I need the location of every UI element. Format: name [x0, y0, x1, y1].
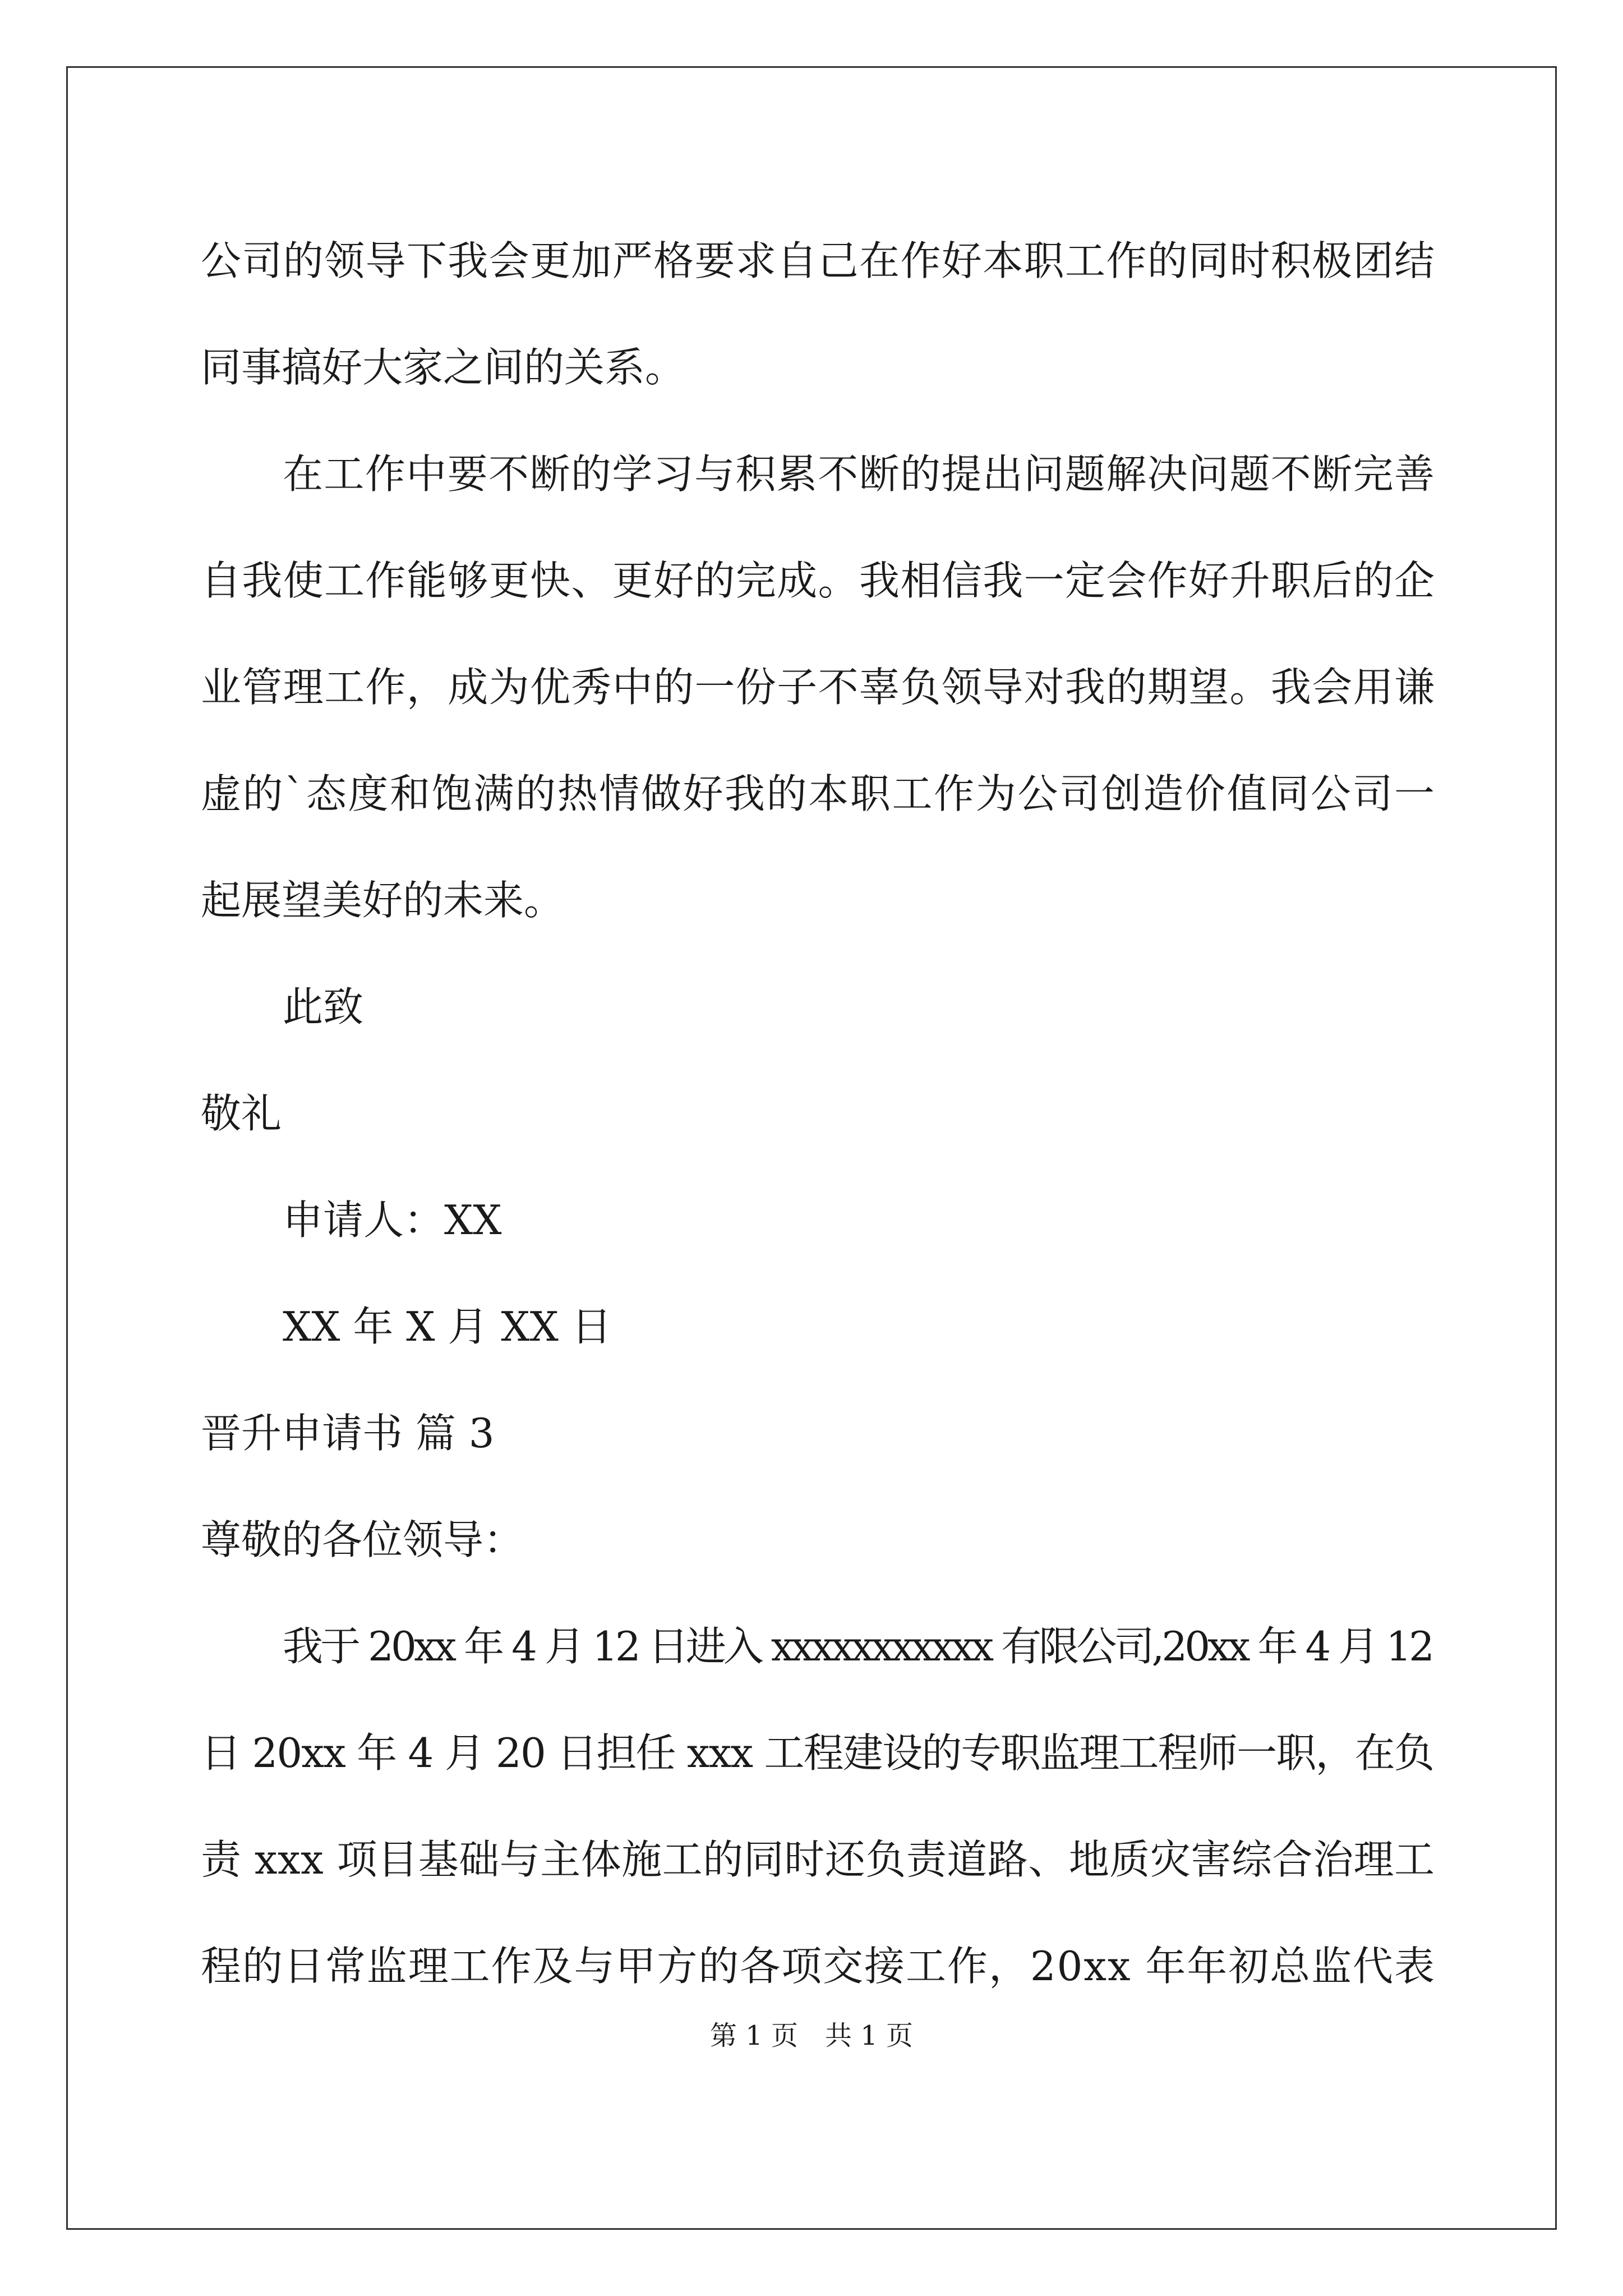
paragraph-line: 尊敬的各位领导： [201, 1516, 524, 1563]
paragraph-line: 申请人：XX [283, 1197, 502, 1244]
paragraph-line: 自我使工作能够更快、更好的完成。我相信我一定会作好升职后的企 [201, 557, 1436, 604]
paragraph-line: 虚的`态度和饱满的热情做好我的本职工作为公司创造价值同公司一 [201, 770, 1436, 817]
paragraph-line: 此致 [283, 983, 364, 1030]
paragraph-line: 起展望美好的未来。 [201, 877, 565, 924]
paragraph-line: 公司的领导下我会更加严格要求自己在作好本职工作的同时积极团结 [201, 237, 1436, 284]
paragraph-line: 同事搞好大家之间的关系。 [201, 344, 686, 391]
paragraph-line: 晋升申请书 篇 3 [201, 1410, 495, 1457]
page-footer: 第 1 页 共 1 页 [709, 2020, 914, 2051]
document-body [201, 208, 1435, 2019]
paragraph-line: 我于 20xx 年 4 月 12 日进入 xxxxxxxxxxx 有限公司,20xx 年 4 月 12 [283, 1623, 1432, 1670]
paragraph-line: 业管理工作，成为优秀中的一份子不辜负领导对我的期望。我会用谦 [201, 664, 1436, 711]
paragraph-line: 日 20xx 年 4 月 20 日担任 xxx 工程建设的专职监理工程师一职，在负 [201, 1729, 1434, 1777]
paragraph-line: 责 xxx 项目基础与主体施工的同时还负责道路、地质灾害综合治理工 [201, 1836, 1435, 1883]
paragraph-line: 在工作中要不断的学习与积累不断的提出问题解决问题不断完善 [283, 450, 1436, 498]
paragraph-line: 程的日常监理工作及与甲方的各项交接工作，20xx 年年初总监代表 [201, 1943, 1436, 1990]
paragraph-line: 敬礼 [201, 1090, 282, 1137]
paragraph-line: XX 年 X 月 XX 日 [283, 1303, 612, 1350]
